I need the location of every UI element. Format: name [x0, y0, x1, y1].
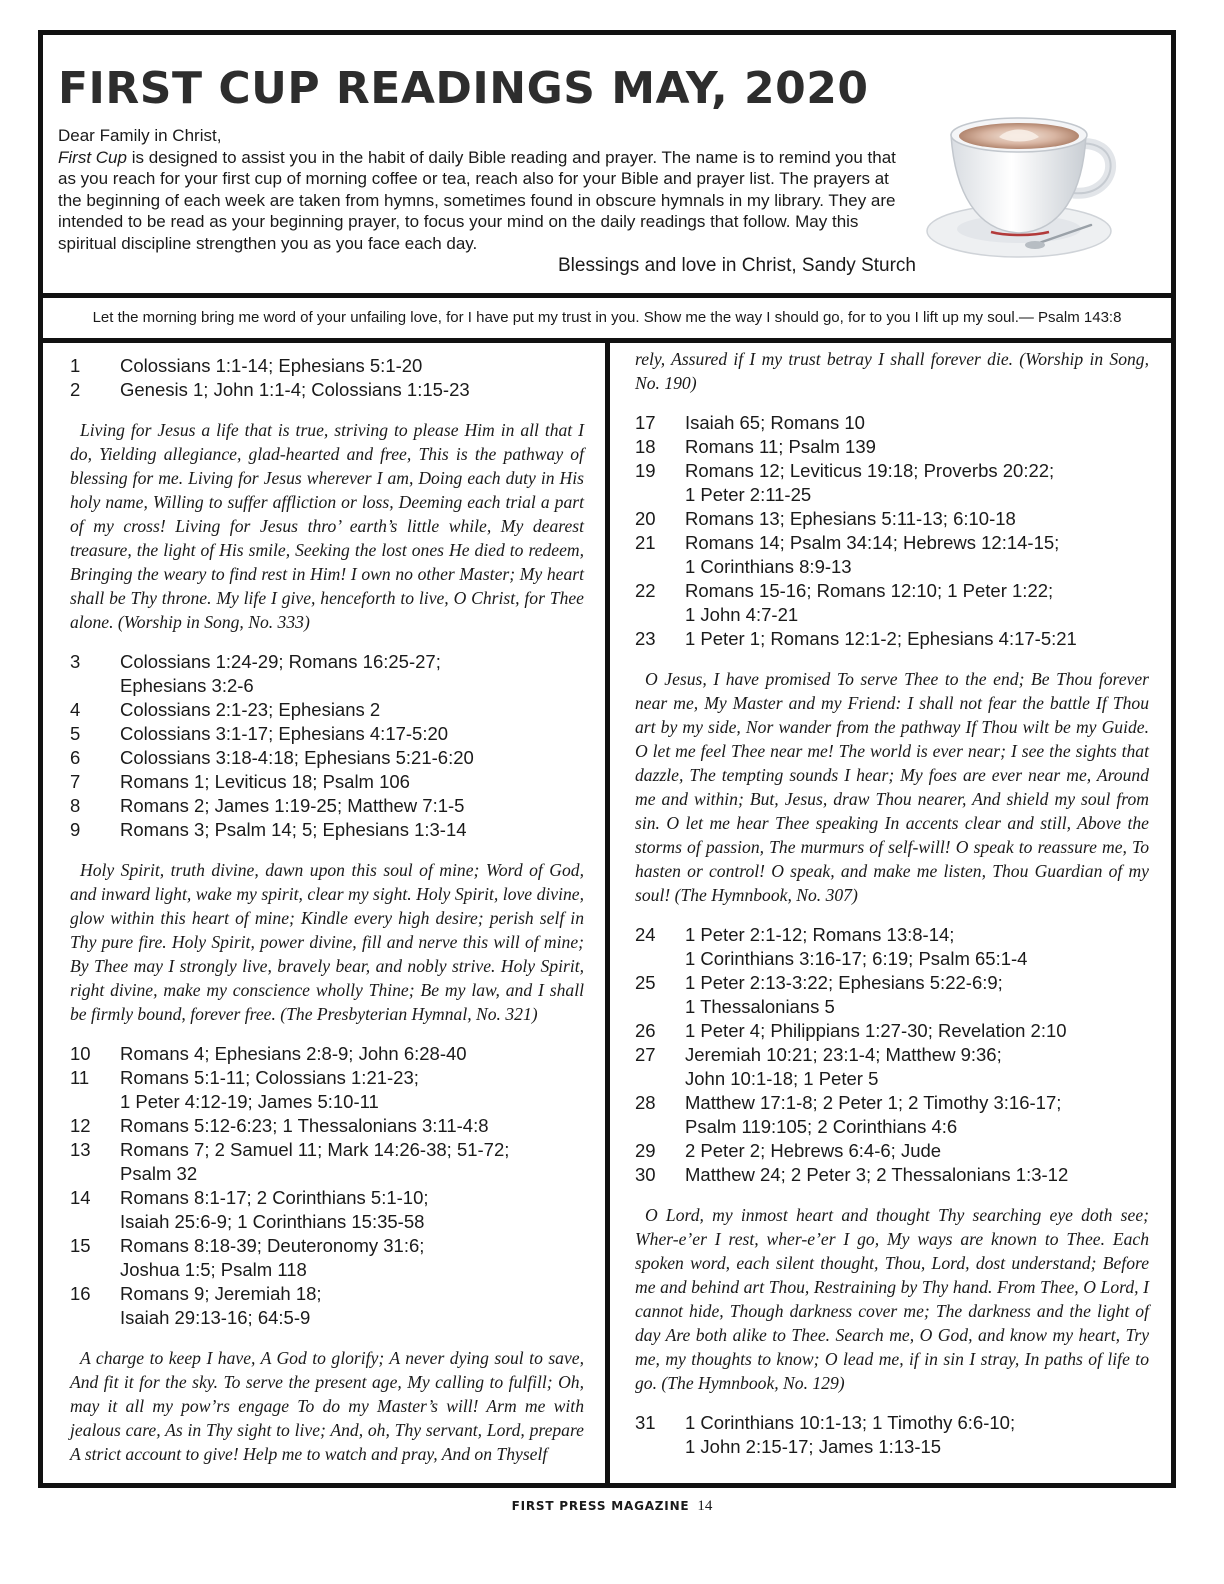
reading-day: 16: [70, 1283, 91, 1304]
reading-row: [635, 923, 1149, 971]
reading-reference: Romans 8:18-39; Deuteronomy 31:6; Joshua 1:5; Psalm 118: [120, 1235, 425, 1280]
reading-row: [70, 1114, 584, 1138]
reading-reference: Romans 5:1-11; Colossians 1:21-23; 1 Peter 4:12-19; James 5:10-11: [120, 1067, 419, 1112]
reading-day: 20: [635, 508, 656, 529]
reading-reference: 1 Corinthians 10:1-13; 1 Timothy 6:6-10; 1 John 2:15-17; James 1:13-15: [685, 1412, 1016, 1457]
reading-day: 18: [635, 436, 656, 457]
reading-reference: 1 Peter 1; Romans 12:1-2; Ephesians 4:17-5:21: [685, 628, 1077, 649]
reading-day: 25: [635, 972, 656, 993]
reading-reference: Colossians 1:24-29; Romans 16:25-27; Ephesians 3:2-6: [120, 651, 441, 696]
reading-day: 15: [70, 1235, 91, 1256]
reading-reference: Jeremiah 10:21; 23:1-4; Matthew 9:36; John 10:1-18; 1 Peter 5: [685, 1044, 1002, 1089]
reading-reference: Romans 12; Leviticus 19:18; Proverbs 20:22; 1 Peter 2:11-25: [685, 460, 1055, 505]
reading-reference: Colossians 2:1-23; Ephesians 2: [120, 699, 381, 720]
reading-reference: Matthew 17:1-8; 2 Peter 1; 2 Timothy 3:16-17; Psalm 119:105; 2 Corinthians 4:6: [685, 1092, 1062, 1137]
reading-reference: Romans 14; Psalm 34:14; Hebrews 12:14-15; 1 Corinthians 8:9-13: [685, 532, 1060, 577]
reading-reference: 1 Peter 2:1-12; Romans 13:8-14; 1 Corinthians 3:16-17; 6:19; Psalm 65:1-4: [685, 924, 1028, 969]
reading-day: 21: [635, 532, 656, 553]
reading-day: 6: [70, 747, 81, 768]
reading-day: 9: [70, 819, 81, 840]
column-divider: [605, 343, 610, 1483]
reading-row: [635, 507, 1149, 531]
reading-reference: 2 Peter 2; Hebrews 6:4-6; Jude: [685, 1140, 942, 1161]
reading-day: 7: [70, 771, 81, 792]
reading-row: [70, 650, 584, 698]
reading-reference: 1 Peter 2:13-3:22; Ephesians 5:22-6:9; 1 Thessalonians 5: [685, 972, 1003, 1017]
reading-row: [70, 1186, 584, 1234]
hymn-prayer: A charge to keep I have, A God to glorify; A never dying soul to save, And fit it for the sky. To serve the present age, My calling to fulfill; Oh, may it all my pow’rs engage To do my Master’s will! Arm me with jealous care, As in Thy sight to live; And, oh, Thy servant, Lord, prepare A strict account to give! Help me to watch and pray, And on Thyself: [70, 1348, 584, 1464]
reading-reference: Romans 8:1-17; 2 Corinthians 5:1-10; Isaiah 25:6-9; 1 Corinthians 15:35-58: [120, 1187, 429, 1232]
page-footer: [0, 1498, 1224, 1515]
reading-day: 31: [635, 1412, 656, 1433]
hymn-prayer-continued: rely, Assured if I my trust betray I shall forever die. (Worship in Song, No. 190): [635, 349, 1149, 393]
page-number: 14: [697, 1498, 713, 1514]
reading-day: 3: [70, 651, 81, 672]
reading-reference: Genesis 1; John 1:1-4; Colossians 1:15-23: [120, 379, 470, 400]
readings-columns: [43, 343, 1171, 1483]
reading-day: 4: [70, 699, 81, 720]
reading-row: [70, 794, 584, 818]
intro-body: is designed to assist you in the habit of daily Bible reading and prayer. The name is to remind you that as you reach for your first cup of morning coffee or tea, reach also for your Bible and prayer list. The prayers at the beginning of each week are taken from hymns, sometimes found in obscure hymnals in my library. They are intended to be read as your beginning prayer, to focus your mind on the daily readings that follow. May this spiritual discipline strengthen you as you face each day.: [58, 147, 896, 253]
reading-day: 2: [70, 379, 81, 400]
magazine-name: FIRST PRESS MAGAZINE: [511, 1499, 690, 1513]
reading-reference: Romans 9; Jeremiah 18; Isaiah 29:13-16; 64:5-9: [120, 1283, 322, 1328]
reading-row: [635, 1139, 1149, 1163]
reading-row: [635, 1019, 1149, 1043]
reading-reference: Colossians 1:1-14; Ephesians 5:1-20: [120, 355, 423, 376]
reading-list: [70, 1042, 584, 1330]
reading-reference: Romans 4; Ephesians 2:8-9; John 6:28-40: [120, 1043, 467, 1064]
reading-reference: Romans 5:12-6:23; 1 Thessalonians 3:11-4:8: [120, 1115, 489, 1136]
reading-row: [70, 1282, 584, 1330]
reading-list: [635, 411, 1149, 651]
reading-reference: Matthew 24; 2 Peter 3; 2 Thessalonians 1:3-12: [685, 1164, 1069, 1185]
reading-list: [635, 923, 1149, 1187]
reading-row: [70, 378, 584, 402]
intro-letter: [58, 125, 916, 277]
reading-row: [635, 971, 1149, 1019]
reading-reference: Colossians 3:1-17; Ephesians 4:17-5:20: [120, 723, 449, 744]
left-column: [70, 354, 584, 1482]
reading-day: 27: [635, 1044, 656, 1065]
signoff: Blessings and love in Christ, Sandy Sturch: [557, 255, 916, 276]
reading-day: 26: [635, 1020, 656, 1041]
reading-row: [70, 354, 584, 378]
reading-row: [635, 459, 1149, 507]
reading-day: 23: [635, 628, 656, 649]
page-frame: [38, 30, 1176, 1488]
reading-list: [635, 1411, 1149, 1459]
reading-row: [70, 698, 584, 722]
reading-row: [70, 746, 584, 770]
reading-row: [70, 1042, 584, 1066]
reading-reference: Romans 2; James 1:19-25; Matthew 7:1-5: [120, 795, 465, 816]
reading-day: 11: [70, 1067, 90, 1088]
reading-reference: Romans 3; Psalm 14; 5; Ephesians 1:3-14: [120, 819, 467, 840]
hymn-prayer: O Jesus, I have promised To serve Thee to the end; Be Thou forever near me, My Master and my Friend: I shall not fear the battle If Thou art by my side, Nor wander from the pathway If Thou wilt be my Guide. O let me feel Thee near me! The world is ever near; I see the sights that dazzle, The tempting sounds I hear; My foes are ever near me, Around me and within; But, Jesus, draw Thou nearer, And shield my soul from sin. O let me hear Thee speaking In accents clear and still, Above the storms of passion, The murmurs of self-will! O speak to reassure me, To hasten or control! O speak, and make me listen, Thou Guardian of my soul! (The Hymnbook, No. 307): [635, 669, 1149, 905]
right-column: [635, 347, 1149, 1475]
reading-day: 5: [70, 723, 81, 744]
hymn-prayer: Holy Spirit, truth divine, dawn upon this soul of mine; Word of God, and inward light, wake my spirit, clear my sight. Holy Spirit, love divine, glow within this heart of mine; Kindle every high desire; perish self in Thy pure fire. Holy Spirit, power divine, fill and nerve this will of mine; By Thee may I strongly live, bravely bear, and nobly strive. Holy Spirit, right divine, make my conscience wholly Thine; Be my law, and I shall be firmly bound, forever free. (The Presbyterian Hymnal, No. 321): [70, 860, 584, 1024]
hymn-prayer: O Lord, my inmost heart and thought Thy searching eye doth see; Wher-e’er I rest, wher-e’er I go, My ways are known to Thee. Each spoken word, each silent thought, Thou, Lord, dost understand; Before me and behind art Thou, Restraining by Thy hand. From Thee, O Lord, I cannot hide, Though darkness cover me; The darkness and the light of day Are both alike to Thee. Search me, O God, and know my heart, Try me, my thoughts to know; O lead me, if in sin I stray, In paths of life to go. (The Hymnbook, No. 129): [635, 1205, 1149, 1393]
reading-reference: Romans 13; Ephesians 5:11-13; 6:10-18: [685, 508, 1016, 529]
reading-day: 17: [635, 412, 656, 433]
reading-row: [70, 1138, 584, 1186]
reading-reference: Romans 15-16; Romans 12:10; 1 Peter 1:22; 1 John 4:7-21: [685, 580, 1054, 625]
reading-day: 22: [635, 580, 656, 601]
reading-row: [70, 722, 584, 746]
reading-row: [70, 1066, 584, 1114]
reading-reference: Colossians 3:18-4:18; Ephesians 5:21-6:20: [120, 747, 474, 768]
reading-list: [70, 650, 584, 842]
reading-reference: Romans 11; Psalm 139: [685, 436, 876, 457]
reading-reference: Romans 7; 2 Samuel 11; Mark 14:26-38; 51-72; Psalm 32: [120, 1139, 510, 1184]
reading-day: 10: [70, 1043, 91, 1064]
header-box: [43, 35, 1171, 298]
reading-list: [70, 354, 584, 402]
reading-day: 29: [635, 1140, 656, 1161]
reading-day: 28: [635, 1092, 656, 1113]
reading-day: 12: [70, 1115, 91, 1136]
reading-row: [70, 1234, 584, 1282]
reading-day: 14: [70, 1187, 91, 1208]
coffee-cup-image: [921, 93, 1131, 263]
reading-reference: 1 Peter 4; Philippians 1:27-30; Revelation 2:10: [685, 1020, 1067, 1041]
reading-row: [635, 1091, 1149, 1139]
reading-row: [635, 579, 1149, 627]
reading-day: 8: [70, 795, 81, 816]
intro-lead: First Cup: [58, 147, 127, 167]
reading-row: [635, 411, 1149, 435]
intro-paragraph: [58, 147, 916, 255]
reading-reference: Romans 1; Leviticus 18; Psalm 106: [120, 771, 410, 792]
reading-row: [635, 1411, 1149, 1459]
greeting: Dear Family in Christ,: [58, 126, 222, 145]
hymn-prayer: Living for Jesus a life that is true, striving to please Him in all that I do, Yielding allegiance, glad-hearted and free, This is the pathway of blessing for me. Living for Jesus wherever I am, Doing each duty in His holy name, Willing to suffer affliction or loss, Deeming each trial a part of my cross! Living for Jesus thro’ earth’s little while, My dearest treasure, the light of His smile, Seeking the lost ones He died to redeem, Bringing the weary to find rest in Him! I own no other Master; My heart shall be Thy throne. My life I give, henceforth to live, O Christ, for Thee alone. (Worship in Song, No. 333): [70, 420, 584, 632]
reading-row: [70, 770, 584, 794]
reading-row: [635, 627, 1149, 651]
reading-row: [635, 531, 1149, 579]
reading-reference: Isaiah 65; Romans 10: [685, 412, 865, 433]
reading-row: [70, 818, 584, 842]
key-verse: Let the morning bring me word of your unfailing love, for I have put my trust in you. Show me the way I should go, for to you I lift up my soul.— Psalm 143:8: [43, 298, 1171, 343]
reading-day: 1: [70, 355, 81, 376]
page-title: FIRST CUP READINGS MAY, 2020: [58, 63, 869, 114]
reading-day: 13: [70, 1139, 91, 1160]
reading-day: 30: [635, 1164, 656, 1185]
reading-row: [635, 1163, 1149, 1187]
reading-day: 19: [635, 460, 656, 481]
reading-row: [635, 435, 1149, 459]
reading-day: 24: [635, 924, 656, 945]
reading-row: [635, 1043, 1149, 1091]
